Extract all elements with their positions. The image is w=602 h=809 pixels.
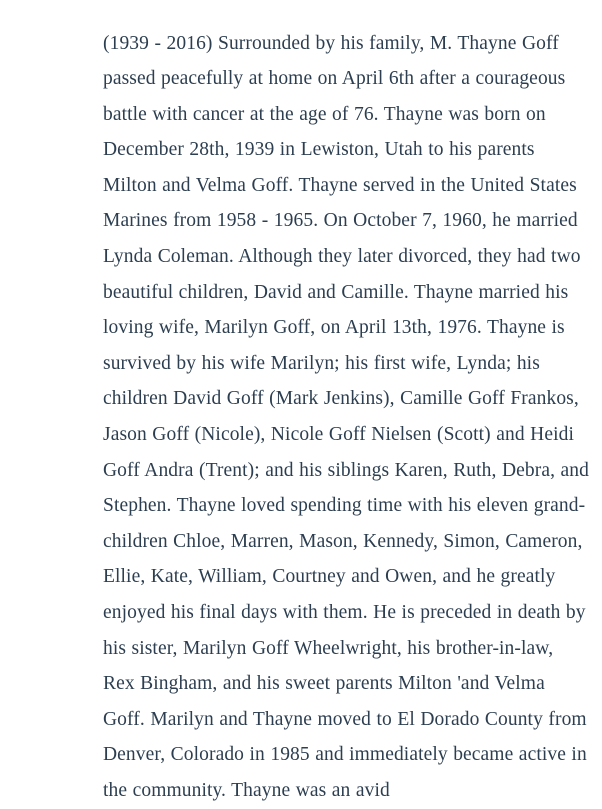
obituary-body-text: (1939 - 2016) Surrounded by his family, M. Thayne Goff passed peacefully at home on April 6th after a courageous battle with cancer at the age of 76. Thayne was born on December 28th, 1939 in Lewiston, Utah to his parents Milton and Velma Goff. Thayne served in the United States Marines from 1958 - 1965. On October 7, 1960, he married Lynda Coleman. Although they later divorced, they had two beautiful children, David and Camille. Thayne married his loving wife, Marilyn Goff, on April 13th, 1976. Thayne is survived by his wife Marilyn; his first wife, Lynda; his children David Goff (Mark Jenkins), Camille Goff Frankos, Jason Goff (Nicole), Nicole Goff Nielsen (Scott) and Heidi Goff Andra (Trent); and his siblings Karen, Ruth, Debra, and Stephen. Thayne loved spending time with his eleven grand- children Chloe, Marren, Mason, Kennedy, Simon, Cameron, Ellie, Kate, William, Courtney and Owen, and he greatly enjoyed his final days with them. He is preceded in death by his sister, Marilyn Goff Wheelwright, his brother-in-law, Rex Bingham, and his sweet parents Milton 'and Velma Goff. Marilyn and Thayne moved to El Dorado County from Denver, Colorado in 1985 and immediately became active in the community. Thayne was an avid <box>103 32 595 801</box>
